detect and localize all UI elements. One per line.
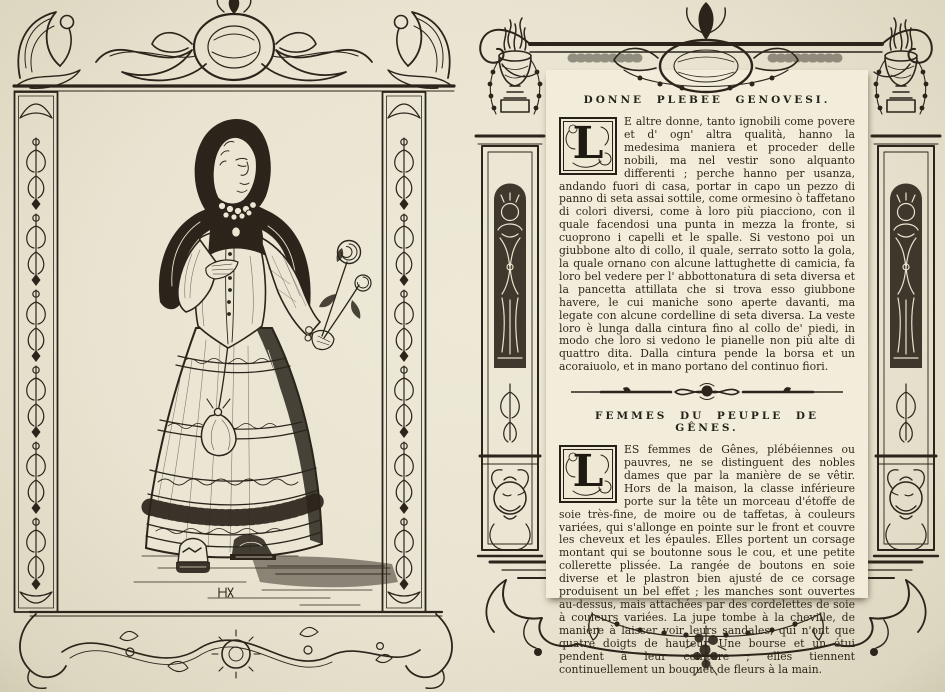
frame-left-pillar [15, 92, 58, 612]
frame-bottom-garland [20, 612, 452, 688]
column-left [476, 136, 544, 556]
italian-paragraph [559, 116, 855, 374]
winged-figure-right-icon [388, 12, 452, 88]
hood-and-face [195, 119, 271, 219]
left-page [0, 0, 472, 692]
section-heading-french: FEMMES DU PEUPLE DE GÊNES. [595, 410, 819, 435]
column-right [872, 136, 940, 556]
woman-engraving [134, 119, 398, 605]
french-paragraph [559, 444, 855, 676]
section-heading-italian: DONNE PLEBEE GENOVESI. [583, 94, 831, 106]
french-body-text: ES femmes de Gênes, plébéiennes ou pauvres, ne se distinguent des nobles dames que par la manière de se vêtir. Hors de la maison, la classe inférieure porte sur la tête un morceau d'étoffe de soie très-fine, de moire ou de taffetas, à couleurs variées, qui s'allonge en pointe sur le front et couvre les cheveux et les épaules. Elles portent un corsage montant qui se boutonne sous le cou, et une petite collerette plissée. La rangée de boutons en soie diverse et le plastron bien ajusté de ce corsage produisent un bel effet ; les manches sont ouvertes au-dessus, mais attachées par des cordelettes de soie à couleurs variées. La jupe tombe à la cheville, de manière à laisser voir leurs sandales, qui n'ont que quatre doigts de hauteur. Une bourse et un étui pendent à leur ceinture ; elles tiennent continuellement un bouquet de fleurs à la main. [559, 443, 855, 676]
drop-cap-italian: L [559, 117, 617, 175]
drop-cap-french: L [559, 445, 617, 503]
ground-shadow [134, 556, 398, 605]
right-page [472, 0, 945, 692]
text-panel [546, 70, 868, 676]
winged-figure-left-icon [16, 12, 80, 88]
flower-bouquet [319, 241, 371, 339]
engraved-plate [0, 0, 472, 692]
engraver-monogram [219, 588, 233, 597]
italian-body-text: E altre donne, tanto ignobili come povere et d' ogn' altra qualità, hanno la medesima maniera et proceder delle nobili, ma nel vestir sono alquanto differenti ; perche hanno per usanza, andando fuori di casa, portar in capo un pezzo di panno di seta assai sottile, come ormesino ò taffetano di colori diversi, come à loro più piacciono, con il quale facendosi una punta in mezza la fronte, si cuoprono i capelli et le spalle. Si vestono poi un giubbone alto di collo, il quale, serrato sotto la gola, la quale ornano con alcune lattughette di camicia, fa loro bel vedere per l' abbottonatura di seta diversa et la pancetta attillata che si trova esso giubbone havere, le cui maniche sono aperte davanti, ma legate con alcune cordelline di seta diversa. La veste loro è lunga dalla cintura fino al collo de' piedi, in modo che loro si vedono le pianelle non più alte di quattro dita. Dalla cintura pende la borsa et un acoraiuolo, et in mano portano del continuo fiori. [559, 115, 855, 374]
frame-right-pillar [383, 92, 426, 612]
frame-top-ornament [14, 0, 454, 91]
section-divider [571, 381, 843, 401]
